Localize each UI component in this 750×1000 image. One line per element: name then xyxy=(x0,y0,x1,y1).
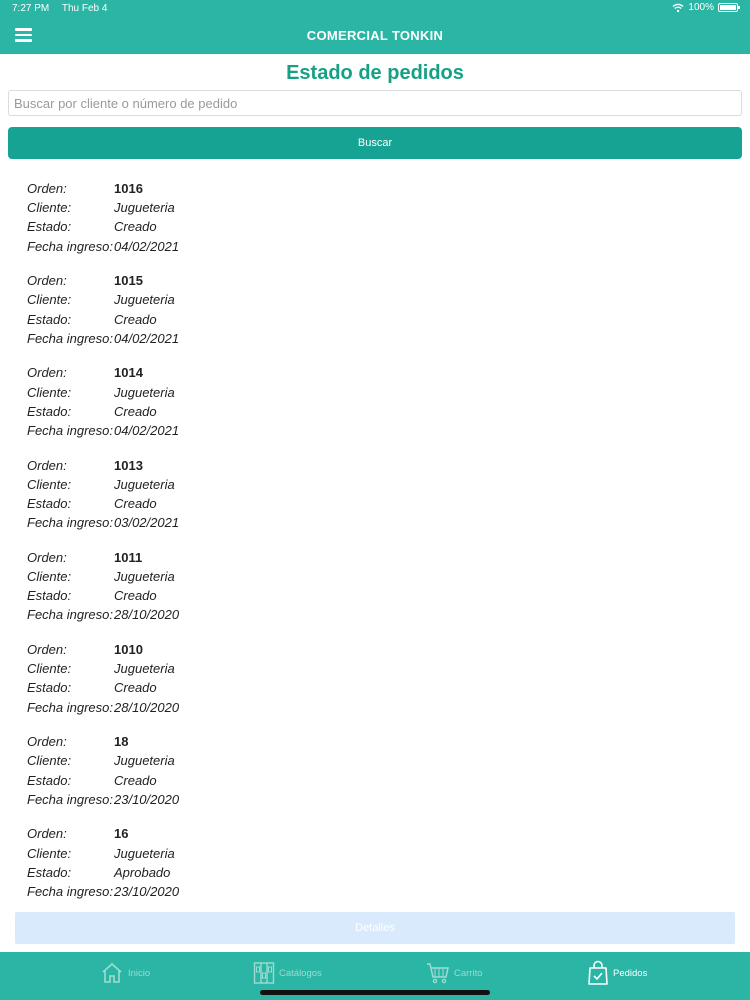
order-date-row xyxy=(27,700,427,719)
order-date-row xyxy=(27,792,427,811)
order-number-row xyxy=(27,642,427,661)
order-number-row xyxy=(27,734,427,753)
order-status-value: Creado xyxy=(114,680,157,696)
order-date-row xyxy=(27,331,427,350)
order-status-value: Creado xyxy=(114,403,157,419)
status-label: Estado: xyxy=(27,311,72,327)
status-label: Estado: xyxy=(27,495,72,511)
tab-label: Carrito xyxy=(454,967,483,979)
order-client-value: Jugueteria xyxy=(114,476,175,492)
order-date-row xyxy=(27,884,427,903)
order-date-value: 04/02/2021 xyxy=(114,330,180,346)
order-status-value: Creado xyxy=(114,588,157,604)
order-client-row xyxy=(27,569,427,588)
order-date-value: 04/02/2021 xyxy=(114,422,180,438)
status-bar xyxy=(0,0,750,18)
order-number-value: 1010 xyxy=(114,641,143,657)
order-status-row xyxy=(27,865,427,884)
tab-carrito[interactable] xyxy=(426,960,483,986)
order-item[interactable] xyxy=(27,273,427,365)
order-date-row xyxy=(27,607,427,626)
order-client-value: Jugueteria xyxy=(114,661,175,677)
order-number-value: 16 xyxy=(114,826,129,842)
order-item[interactable] xyxy=(27,550,427,642)
status-label: Estado: xyxy=(27,588,72,604)
order-item[interactable] xyxy=(27,458,427,550)
tab-label: Catálogos xyxy=(279,967,322,979)
order-number-value: 1015 xyxy=(114,273,143,289)
order-client-value: Jugueteria xyxy=(114,292,175,308)
page-title: Estado de pedidos xyxy=(286,62,464,84)
order-status-value: Creado xyxy=(114,772,157,788)
order-date-row xyxy=(27,423,427,442)
cart-icon xyxy=(426,961,450,985)
order-date-value: 28/10/2020 xyxy=(114,699,180,715)
order-number-row xyxy=(27,458,427,477)
order-client-row xyxy=(27,200,427,219)
status-date: Thu Feb 4 xyxy=(61,3,108,14)
order-status-row xyxy=(27,496,427,515)
home-icon xyxy=(100,961,124,985)
order-item[interactable] xyxy=(27,642,427,734)
client-label: Cliente: xyxy=(27,200,72,216)
order-item[interactable] xyxy=(27,734,427,826)
date-label: Fecha ingreso: xyxy=(27,699,113,715)
number-label: Orden: xyxy=(27,273,67,289)
order-date-value: 23/10/2020 xyxy=(114,883,180,899)
order-status-row xyxy=(27,680,427,699)
number-label: Orden: xyxy=(27,641,67,657)
order-number-row xyxy=(27,273,427,292)
order-client-row xyxy=(27,846,427,865)
number-label: Orden: xyxy=(27,549,67,565)
order-date-value: 03/02/2021 xyxy=(114,515,180,531)
date-label: Fecha ingreso: xyxy=(27,883,113,899)
order-client-value: Jugueteria xyxy=(114,845,175,861)
order-client-value: Jugueteria xyxy=(114,200,175,216)
status-label: Estado: xyxy=(27,403,72,419)
battery-icon xyxy=(718,3,738,12)
client-label: Cliente: xyxy=(27,661,72,677)
order-number-value: 1014 xyxy=(114,365,143,381)
order-date-row xyxy=(27,239,427,258)
order-client-row xyxy=(27,292,427,311)
number-label: Orden: xyxy=(27,365,67,381)
number-label: Orden: xyxy=(27,457,67,473)
order-number-value: 1011 xyxy=(114,549,143,565)
order-date-value: 04/02/2021 xyxy=(114,238,180,254)
status-label: Estado: xyxy=(27,680,72,696)
number-label: Orden: xyxy=(27,181,67,196)
order-status-row xyxy=(27,588,427,607)
order-client-value: Jugueteria xyxy=(114,568,175,584)
date-label: Fecha ingreso: xyxy=(27,791,113,807)
date-label: Fecha ingreso: xyxy=(27,330,113,346)
order-status-row xyxy=(27,219,427,238)
details-button[interactable]: Detalles xyxy=(15,912,735,944)
date-label: Fecha ingreso: xyxy=(27,238,113,254)
order-status-row xyxy=(27,773,427,792)
tab-label: Pedidos xyxy=(613,967,648,979)
order-date-row xyxy=(27,515,427,534)
order-client-row xyxy=(27,477,427,496)
battery-percent: 100% xyxy=(688,2,714,13)
order-date-value: 28/10/2020 xyxy=(114,607,180,623)
order-status-value: Creado xyxy=(114,495,157,511)
status-label: Estado: xyxy=(27,864,72,880)
order-date-value: 23/10/2020 xyxy=(114,791,180,807)
order-number-value: 18 xyxy=(114,734,129,750)
order-client-row xyxy=(27,753,427,772)
header-bar xyxy=(0,18,750,54)
catalog-icon xyxy=(253,961,275,985)
search-input[interactable] xyxy=(8,90,742,116)
order-client-row xyxy=(27,385,427,404)
tab-catalogos[interactable] xyxy=(253,960,322,986)
number-label: Orden: xyxy=(27,826,67,842)
order-status-value: Aprobado xyxy=(114,864,171,880)
status-label: Estado: xyxy=(27,772,72,788)
status-time: 7:27 PM xyxy=(12,3,50,14)
client-label: Cliente: xyxy=(27,845,72,861)
order-item[interactable] xyxy=(27,365,427,457)
order-number-row xyxy=(27,181,427,200)
client-label: Cliente: xyxy=(27,753,72,769)
app-title: COMERCIAL TONKIN xyxy=(306,28,444,43)
client-label: Cliente: xyxy=(27,568,72,584)
date-label: Fecha ingreso: xyxy=(27,422,113,438)
order-number-value: 1016 xyxy=(114,181,143,196)
status-label: Estado: xyxy=(27,219,72,235)
number-label: Orden: xyxy=(27,734,67,750)
order-number-row xyxy=(27,365,427,384)
home-indicator xyxy=(260,990,490,995)
order-client-value: Jugueteria xyxy=(114,753,175,769)
date-label: Fecha ingreso: xyxy=(27,515,113,531)
order-status-row xyxy=(27,404,427,423)
tab-inicio[interactable] xyxy=(100,960,150,986)
wifi-icon xyxy=(672,3,684,13)
order-client-value: Jugueteria xyxy=(114,384,175,400)
order-client-row xyxy=(27,661,427,680)
client-label: Cliente: xyxy=(27,292,72,308)
order-item[interactable] xyxy=(27,181,427,273)
bag-check-icon xyxy=(587,960,609,986)
client-label: Cliente: xyxy=(27,476,72,492)
orders-list xyxy=(27,181,427,919)
search-button[interactable]: Buscar xyxy=(8,127,742,159)
order-status-row xyxy=(27,312,427,331)
order-number-row xyxy=(27,550,427,569)
client-label: Cliente: xyxy=(27,384,72,400)
date-label: Fecha ingreso: xyxy=(27,607,113,623)
order-status-value: Creado xyxy=(114,311,157,327)
order-item[interactable] xyxy=(27,826,427,918)
order-status-value: Creado xyxy=(114,219,157,235)
tab-pedidos[interactable] xyxy=(587,960,647,986)
order-number-row xyxy=(27,826,427,845)
order-number-value: 1013 xyxy=(114,457,143,473)
tab-label: Inicio xyxy=(128,967,151,979)
